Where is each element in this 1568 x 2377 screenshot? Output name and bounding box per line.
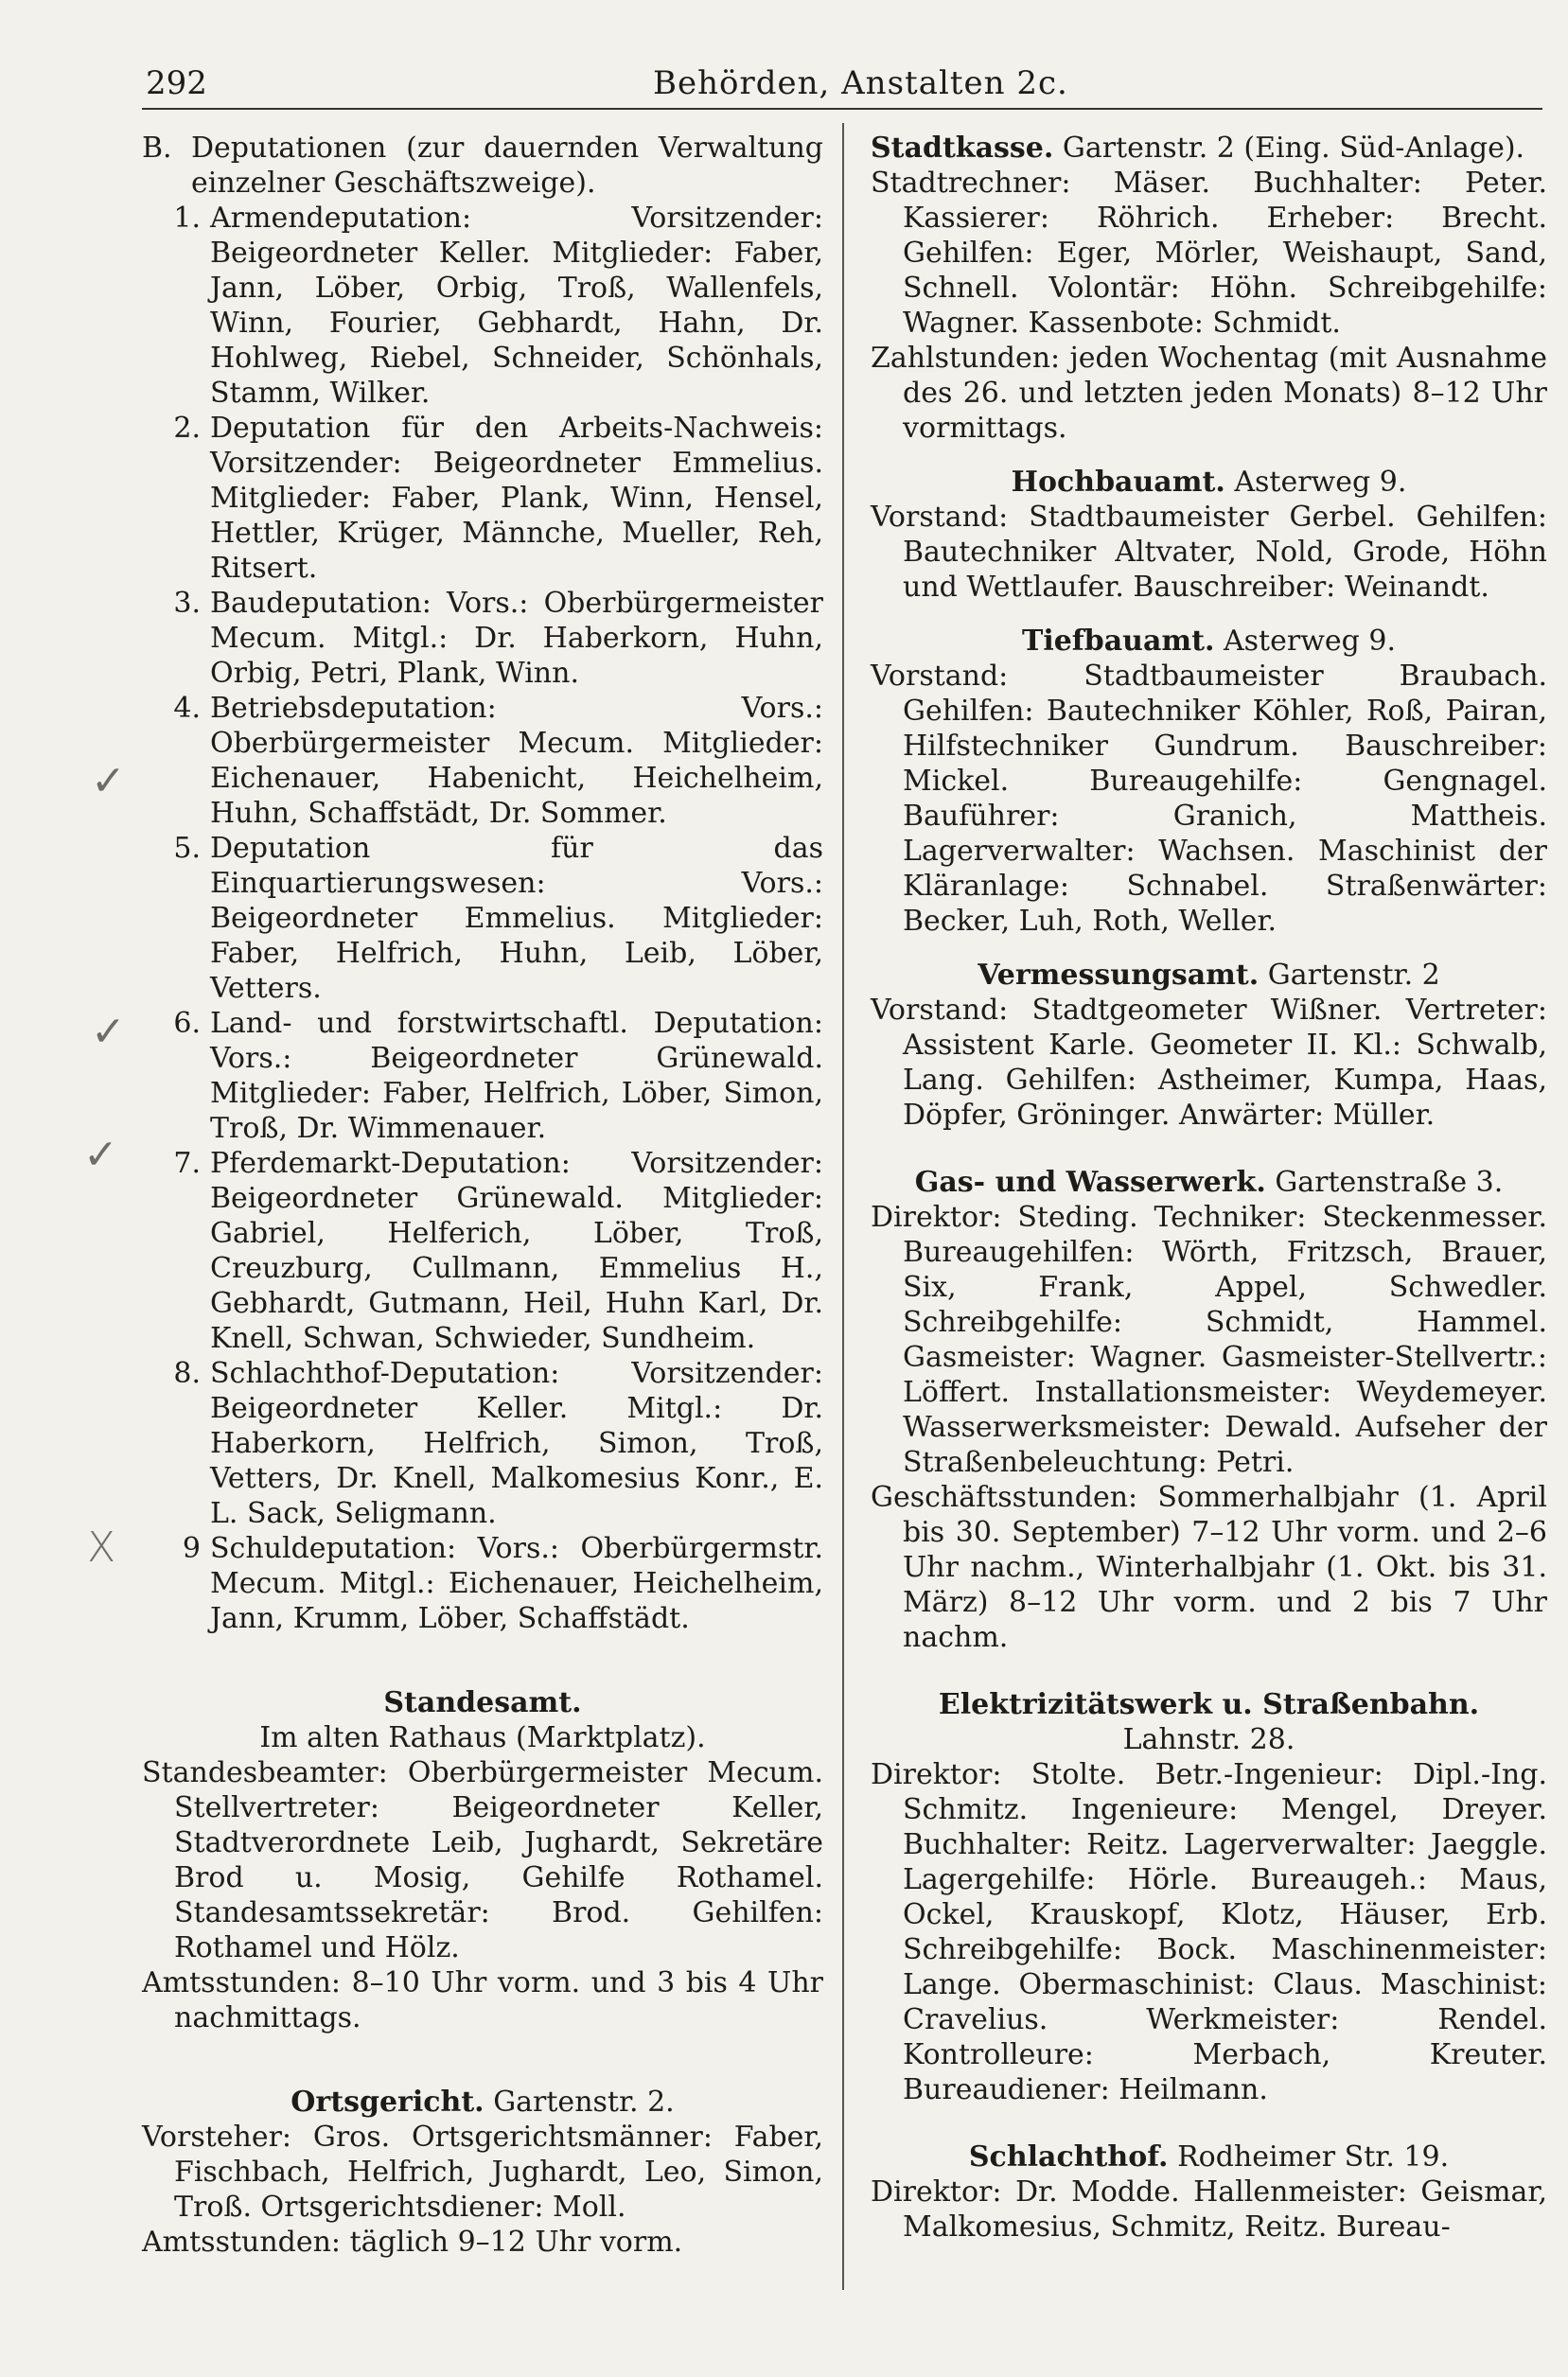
list-item [142, 1356, 823, 1531]
ortsgericht-heading [142, 2085, 823, 2120]
right-column [871, 131, 1547, 2245]
page-number: 292 [146, 64, 207, 102]
hochbauamt-staff: Vorstand: Stadtbaumeister Gerbel. Gehilfen: Bautechniker Altvater, Nold, Grode, Höhn und Wettlaufer. Bauschreiber: Weinandt. [871, 501, 1547, 604]
list-item [142, 411, 823, 586]
page-header [142, 57, 1542, 114]
schlachthof-staff: Direktor: Dr. Modde. Hallenmeister: Geismar, Malkomesius, Schmitz, Reitz. Bureau- [871, 2175, 1547, 2244]
list-item [142, 1006, 823, 1146]
margin-checkmark: ✓ [91, 1008, 126, 1056]
stadtkasse-hours: Zahlstunden: jeden Wochentag (mit Ausnahme des 26. und letzten jeden Monats) 8–12 Uhr vormittags. [871, 342, 1547, 445]
tiefbauamt-staff: Vorstand: Stadtbaumeister Braubach. Gehilfen: Bautechniker Köhler, Roß, Pairan, Hilfstechniker Gundrum. Bauschreiber: Mickel. Bureaugehilfe: Gengnagel. Bauführer: Granich, Mattheis. Lagerverwalter: Wachsen. Maschinist der Kläranlage: Schnabel. Straßenwärter: Becker, Luh, Roth, Weller. [871, 660, 1547, 938]
item-text: Betriebsdeputation: Vors.: Oberbürgermeister Mecum. Mitglieder: Eichenauer, Habenicht, Heichelheim, Huhn, Schaffstädt, Dr. Sommer. [210, 692, 823, 830]
item-number: 8. [173, 1357, 201, 1390]
stadtkasse-title: Stadtkasse. [871, 132, 1054, 165]
column-divider [842, 123, 844, 2290]
deputations-heading-text: Deputationen (zur dauernden Verwaltung einzelner Geschäftszweige). [191, 132, 823, 200]
ortsgericht-hours: Amtsstunden: täglich 9–12 Uhr vorm. [142, 2226, 683, 2259]
schlachthof-heading [871, 2139, 1547, 2175]
spacer [142, 2035, 823, 2085]
standesamt-title: Standesamt. [383, 1686, 582, 1719]
stadtkasse-heading [871, 131, 1547, 166]
item-text: Land- und forstwirtschaftl. Deputation: Vors.: Beigeordneter Grünewald. Mitglieder: Faber, Helfrich, Löber, Simon, Troß, Dr. Wimmenauer. [210, 1007, 823, 1145]
margin-checkmark: ✓ [83, 1131, 118, 1179]
list-item [142, 1146, 823, 1356]
item-number: 5. [173, 832, 201, 865]
item-number: 1. [173, 202, 201, 235]
elektrizitaet-staff: Direktor: Stolte. Betr.-Ingenieur: Dipl.-Ing. Schmitz. Ingenieure: Mengel, Dreyer. Buchhalter: Reitz. Lagerverwalter: Jaeggle. Lagergehilfe: Hörle. Bureaugeh.: Maus, Ockel, Krauskopf, Klotz, Häuser, Erb. Schreibgehilfe: Bock. Maschinenmeister: Lange. Obermaschinist: Claus. Maschinist: Cravelius. Werkmeister: Rendel. Kontrolleure: Merbach, Kreuter. Bureaudiener: Heilmann. [871, 1758, 1547, 2106]
margin-checkmark: ✓ [91, 757, 126, 805]
item-text: Schlachthof-Deputation: Vorsitzender: Beigeordneter Keller. Mitgl.: Dr. Haberkorn, Helfrich, Simon, Troß, Vetters, Dr. Knell, Malkomesius Konr., E. L. Sack, Seligmann. [210, 1357, 823, 1530]
gaswerk-address: Gartenstraße 3. [1275, 1166, 1504, 1199]
standesamt-location: Im alten Rathaus (Marktplatz). [259, 1721, 706, 1754]
elektrizitaet-title: Elektrizitätswerk u. Straßenbahn. [938, 1688, 1480, 1721]
item-number: 3. [173, 587, 201, 620]
spacer [871, 1133, 1547, 1165]
schlachthof-title: Schlachthof. [968, 2140, 1169, 2174]
section-label: B. [142, 132, 172, 165]
hochbauamt-title: Hochbauamt. [1011, 466, 1225, 499]
hochbauamt-address: Asterweg 9. [1234, 466, 1407, 499]
standesamt-hours: Amtsstunden: 8–10 Uhr vorm. und 3 bis 4 Uhr nachmittags. [142, 1966, 823, 2034]
ortsgericht-staff: Vorsteher: Gros. Ortsgerichtsmänner: Faber, Fischbach, Helfrich, Jughardt, Leo, Simon, Troß. Ortsgerichtsdiener: Moll. [142, 2121, 823, 2224]
list-item [142, 691, 823, 831]
header-rule [142, 108, 1542, 110]
schlachthof-address: Rodheimer Str. 19. [1177, 2140, 1450, 2174]
spacer [871, 605, 1547, 624]
list-item [142, 586, 823, 691]
stadtkasse-staff: Stadtrechner: Mäser. Buchhalter: Peter. Kassierer: Röhrich. Erheber: Brecht. Gehilfen: Eger, Mörler, Weishaupt, Sand, Schnell. Volontär: Höhn. Schreibgehilfe: Wagner. Kassenbote: Schmidt. [871, 167, 1547, 340]
running-head: Behörden, Anstalten 2c. [653, 64, 1068, 102]
gaswerk-hours: Geschäftsstunden: Sommerhalbjahr (1. April bis 30. September) 7–12 Uhr vorm. und 2–6 Uhr nachm., Winterhalbjahr (1. Okt. bis 31. März) 8–12 Uhr vorm. und 2 bis 7 Uhr nachm. [871, 1481, 1547, 1654]
gaswerk-title: Gas- und Wasserwerk. [914, 1166, 1266, 1199]
vermessungsamt-address: Gartenstr. 2 [1267, 959, 1440, 992]
item-number: 4. [173, 692, 201, 725]
left-column [142, 131, 823, 2260]
item-text: Armendeputation: Vorsitzender: Beigeordneter Keller. Mitglieder: Faber, Jann, Löber, Orbig, Troß, Wallenfels, Winn, Fourier, Gebhardt, Hahn, Dr. Hohlweg, Riebel, Schneider, Schönhals, Stamm, Wilker. [210, 202, 823, 410]
list-item [142, 1531, 823, 1636]
vermessungsamt-heading [871, 958, 1547, 993]
deputations-heading [142, 131, 823, 201]
spacer [142, 1636, 823, 1685]
spacer [871, 939, 1547, 958]
spacer [871, 446, 1547, 465]
ortsgericht-title: Ortsgericht. [291, 2086, 484, 2119]
item-number: 6. [173, 1007, 201, 1040]
item-text: Baudeputation: Vors.: Oberbürgermeister Mecum. Mitgl.: Dr. Haberkorn, Huhn, Orbig, Petri, Plank, Winn. [210, 587, 823, 690]
tiefbauamt-heading [871, 624, 1547, 659]
item-text: Deputation für das Einquartierungswesen: Vors.: Beigeordneter Emmelius. Mitglieder: Faber, Helfrich, Huhn, Leib, Löber, Vetters. [210, 832, 823, 1005]
tiefbauamt-title: Tiefbauamt. [1022, 625, 1215, 658]
item-number: 2. [173, 412, 201, 445]
vermessungsamt-title: Vermessungsamt. [978, 959, 1260, 992]
margin-cross: X [87, 1523, 116, 1572]
list-item [142, 201, 823, 411]
spacer [871, 1655, 1547, 1687]
stadtkasse-address: Gartenstr. 2 (Eing. Süd-Anlage). [1062, 132, 1525, 165]
hochbauamt-heading [871, 465, 1547, 500]
item-text: Deputation für den Arbeits-Nachweis: Vorsitzender: Beigeordneter Emmelius. Mitglieder: Faber, Plank, Winn, Hensel, Hettler, Krüger, Männche, Mueller, Reh, Ritsert. [210, 412, 823, 585]
item-text: Pferdemarkt-Deputation: Vorsitzender: Beigeordneter Grünewald. Mitglieder: Gabriel, Helferich, Löber, Troß, Creuzburg, Cullmann, Emmelius H., Gebhardt, Gutmann, Heil, Huhn Karl, Dr. Knell, Schwan, Schwieder, Sundheim. [210, 1147, 823, 1355]
gaswerk-staff: Direktor: Steding. Techniker: Steckenmesser. Bureaugehilfen: Wörth, Fritzsch, Brauer, Six, Frank, Appel, Schwedler. Schreibgehilfe: Schmidt, Hammel. Gasmeister: Wagner. Gasmeister-Stellvertr.: Löffert. Installationsmeister: Weydemeyer. Wasserwerksmeister: Dewald. Aufseher der Straßenbeleuchtung: Petri. [871, 1201, 1547, 1479]
elektrizitaet-address: Lahnstr. 28. [1122, 1723, 1295, 1756]
item-number: 9 [182, 1532, 201, 1565]
gaswerk-heading [871, 1165, 1547, 1200]
item-text: Schuldeputation: Vors.: Oberbürgermstr. Mecum. Mitgl.: Eichenauer, Heichelheim, Jann, Krumm, Löber, Schaffstädt. [210, 1532, 823, 1635]
list-item [142, 831, 823, 1006]
tiefbauamt-address: Asterweg 9. [1223, 625, 1396, 658]
vermessungsamt-staff: Vorstand: Stadtgeometer Wißner. Vertreter: Assistent Karle. Geometer II. Kl.: Schwalb, Lang. Gehilfen: Astheimer, Kumpa, Haas, Döpfer, Gröninger. Anwärter: Müller. [871, 994, 1547, 1132]
item-number: 7. [173, 1147, 201, 1180]
spacer [871, 2107, 1547, 2139]
ortsgericht-address: Gartenstr. 2. [493, 2086, 675, 2119]
standesamt-staff: Standesbeamter: Oberbürgermeister Mecum. Stellvertreter: Beigeordneter Keller, Stadtverordnete Leib, Jughardt, Sekretäre Brod u. Mosig, Gehilfe Rothamel. Standesamtssekretär: Brod. Gehilfen: Rothamel und Hölz. [142, 1756, 823, 1964]
